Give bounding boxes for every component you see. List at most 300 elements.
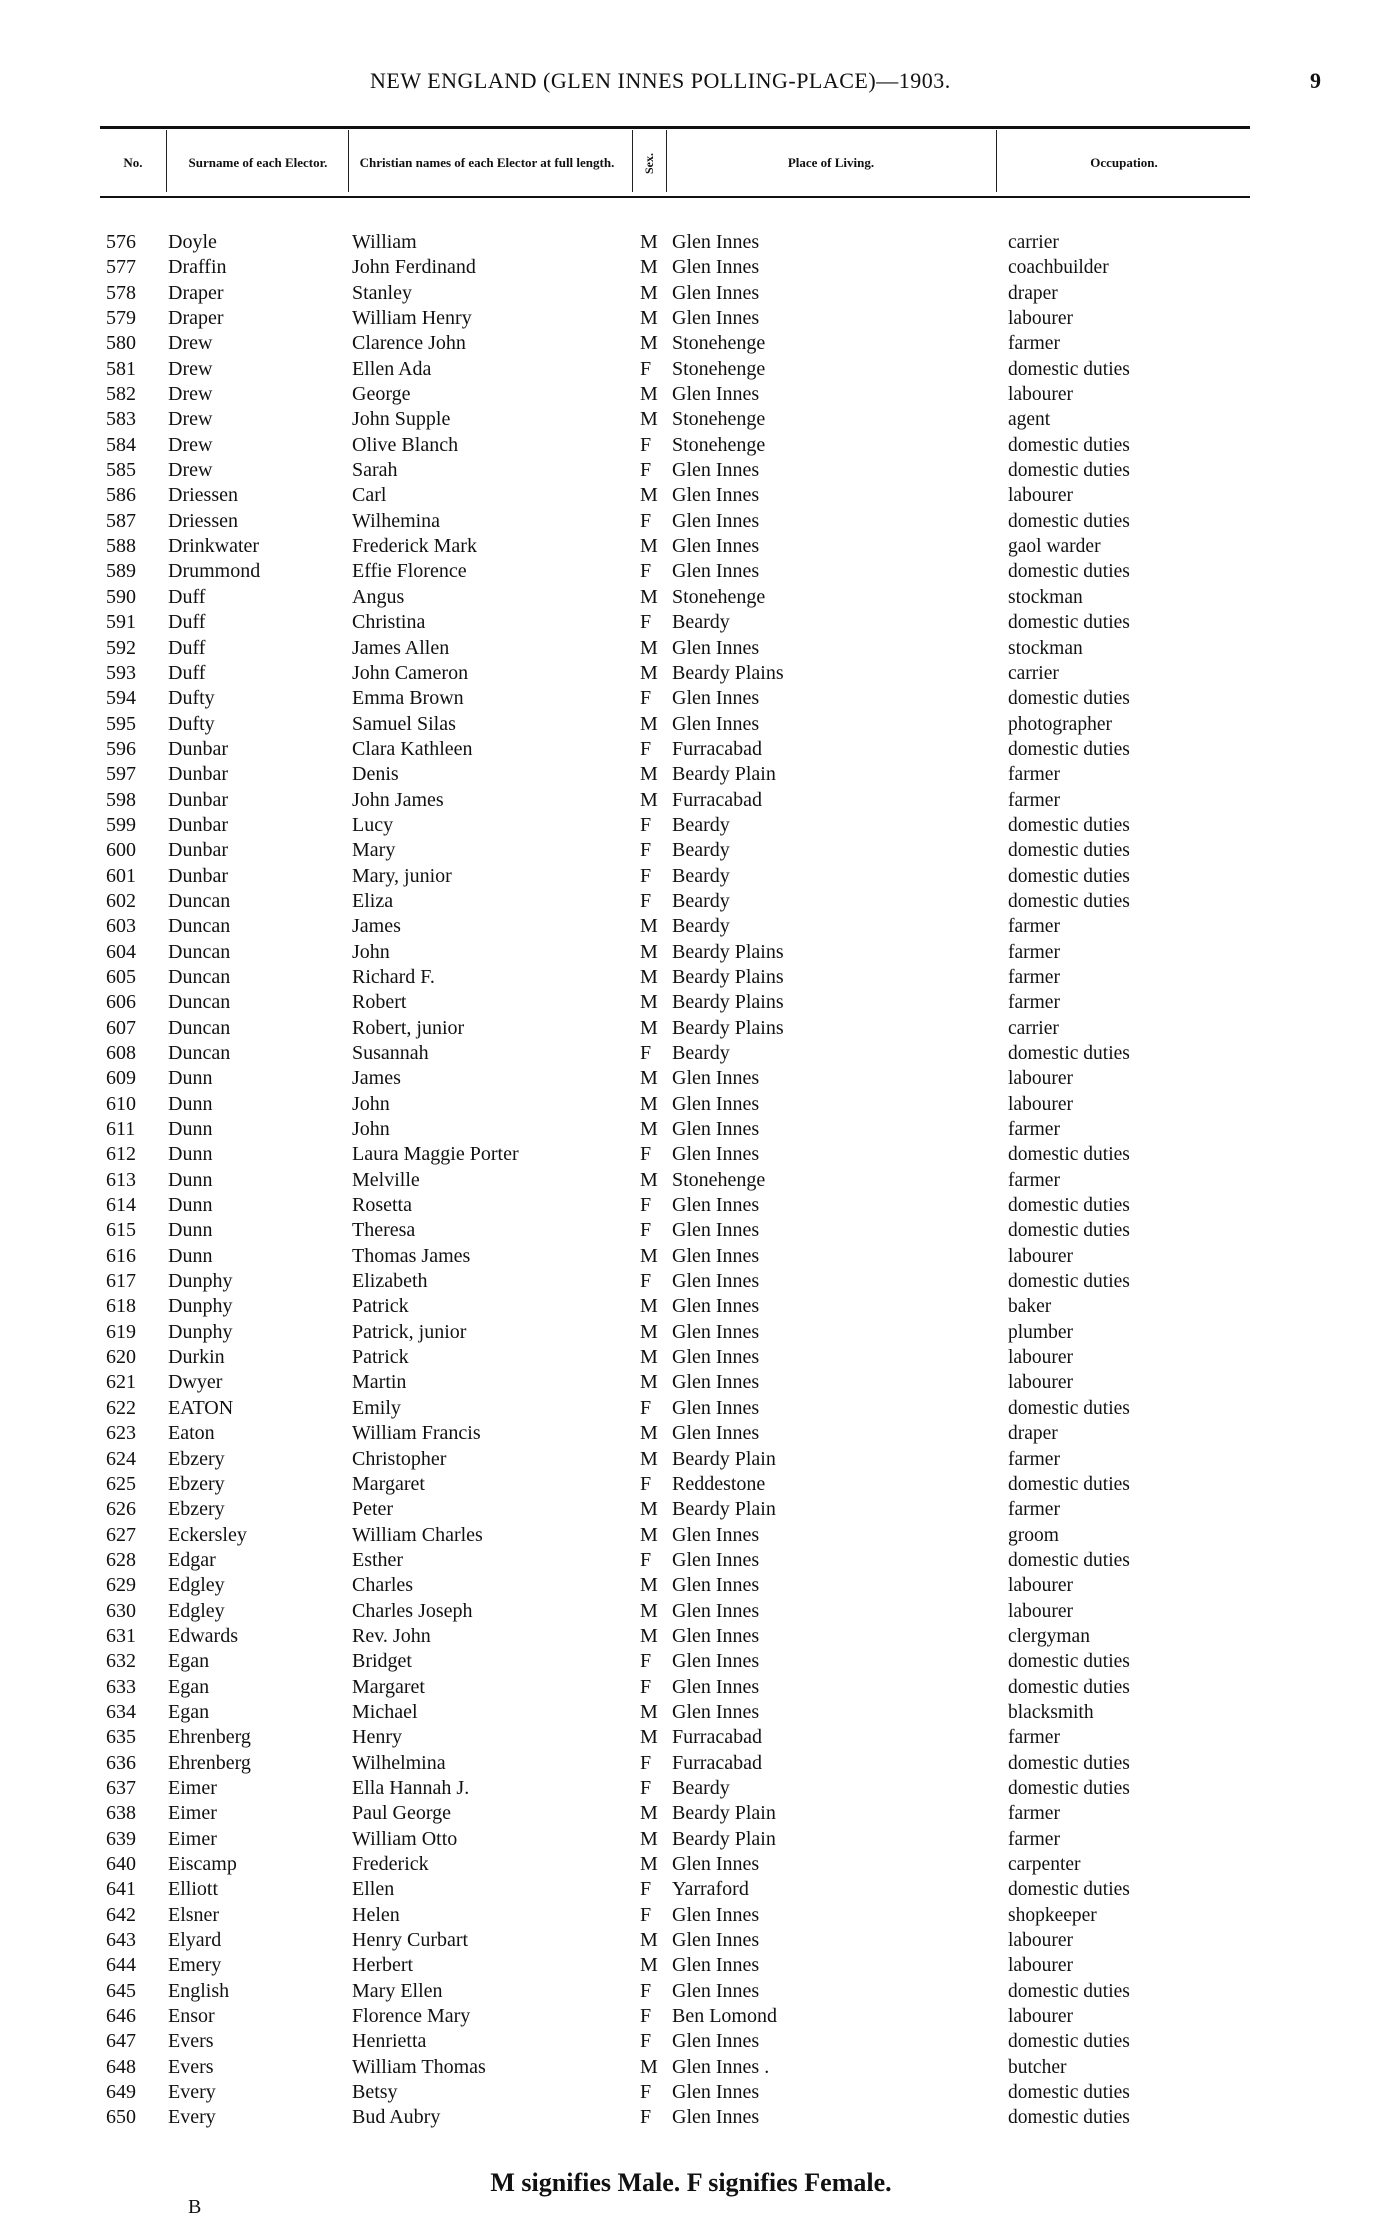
elector-surname: Driessen (168, 484, 238, 507)
elector-sex: M (640, 1346, 658, 1369)
elector-surname: Dunbar (168, 864, 228, 887)
elector-sex: F (640, 357, 652, 380)
elector-place: Glen Innes (672, 1675, 760, 1698)
elector-christian-names: Henrietta (352, 2030, 427, 2053)
table-row (0, 762, 1382, 787)
elector-sex: M (640, 1599, 658, 1622)
elector-occupation: farmer (1008, 966, 1060, 988)
elector-surname: Dunn (168, 1143, 213, 1166)
sex-legend (0, 2168, 1382, 2198)
elector-christian-names: John Supple (352, 408, 451, 431)
elector-sex: F (640, 2030, 652, 2053)
elector-christian-names: Carl (352, 484, 387, 507)
table-row (0, 1396, 1382, 1421)
elector-number: 622 (106, 1396, 136, 1419)
elector-christian-names: Florence Mary (352, 2005, 471, 2028)
elector-surname: Drew (168, 357, 213, 380)
elector-occupation: domestic duties (1008, 738, 1130, 760)
elector-place: Glen Innes (672, 383, 760, 406)
elector-place: Furracabad (672, 1726, 762, 1749)
table-row (0, 2055, 1382, 2080)
table-row (0, 1041, 1382, 1066)
elector-christian-names: Angus (352, 585, 405, 608)
elector-christian-names: Melville (352, 1168, 420, 1191)
table-row (0, 1877, 1382, 1902)
elector-sex: F (640, 687, 652, 710)
elector-occupation: labourer (1008, 2006, 1073, 2028)
elector-number: 581 (106, 357, 136, 380)
elector-christian-names: Richard F. (352, 965, 435, 988)
elector-place: Glen Innes (672, 1700, 760, 1723)
elector-place: Beardy Plain (672, 1802, 776, 1825)
elector-number: 579 (106, 307, 136, 330)
elector-occupation: labourer (1008, 485, 1073, 507)
elector-christian-names: Betsy (352, 2081, 398, 2104)
elector-place: Glen Innes (672, 2081, 760, 2104)
table-row (0, 712, 1382, 737)
elector-christian-names: Rev. John (352, 1624, 431, 1647)
elector-surname: Duncan (168, 889, 231, 912)
elector-number: 642 (106, 1903, 136, 1926)
elector-surname: Ehrenberg (168, 1726, 251, 1749)
table-row (0, 1345, 1382, 1370)
elector-place: Glen Innes (672, 1903, 760, 1926)
elector-surname: Evers (168, 2055, 214, 2078)
elector-surname: Draffin (168, 256, 227, 279)
table-row (0, 1269, 1382, 1294)
elector-occupation: domestic duties (1008, 1879, 1130, 1901)
elector-place: Glen Innes (672, 509, 760, 532)
elector-place: Stonehenge (672, 408, 766, 431)
elector-surname: Evers (168, 2030, 214, 2053)
elector-surname: Dunn (168, 1219, 213, 1242)
elector-occupation: domestic duties (1008, 358, 1130, 380)
elector-sex: M (640, 1168, 658, 1191)
elector-surname: Dunbar (168, 763, 228, 786)
table-row (0, 1016, 1382, 1041)
elector-surname: Drinkwater (168, 535, 260, 558)
elector-sex: F (640, 459, 652, 482)
elector-surname: Dunphy (168, 1320, 233, 1343)
elector-place: Furracabad (672, 1751, 762, 1774)
elector-place: Beardy (672, 839, 730, 862)
table-row (0, 965, 1382, 990)
elector-place: Glen Innes (672, 1219, 760, 1242)
elector-surname: Dunphy (168, 1270, 233, 1293)
elector-place: Beardy (672, 611, 730, 634)
elector-place: Beardy Plain (672, 1498, 776, 1521)
elector-place: Glen Innes (672, 1853, 760, 1875)
elector-sex: F (640, 2081, 652, 2104)
elector-sex: M (640, 940, 658, 963)
elector-number: 623 (106, 1422, 136, 1445)
elector-occupation: domestic duties (1008, 2107, 1130, 2129)
elector-occupation: baker (1008, 1296, 1052, 1318)
elector-christian-names: Samuel Silas (352, 712, 456, 735)
elector-number: 592 (106, 636, 136, 659)
elector-sex: M (640, 636, 658, 659)
elector-occupation: farmer (1008, 941, 1060, 963)
elector-surname: Drew (168, 459, 213, 482)
col-header-no: No. (123, 155, 143, 170)
elector-place: Beardy Plain (672, 763, 776, 786)
elector-occupation: domestic duties (1008, 1195, 1130, 1217)
elector-number: 589 (106, 560, 136, 583)
elector-number: 576 (106, 231, 136, 253)
elector-surname: Duncan (168, 940, 231, 963)
elector-number: 628 (106, 1548, 136, 1571)
table-row (0, 1548, 1382, 1573)
table-row (0, 940, 1382, 965)
elector-occupation: domestic duties (1008, 561, 1130, 583)
elector-surname: Dunbar (168, 788, 228, 811)
elector-surname: Elliott (168, 1878, 218, 1901)
sex-legend-text: M signifies Male. F signifies Female. (490, 2168, 892, 2197)
elector-occupation: domestic duties (1008, 688, 1130, 710)
elector-christian-names: Laura Maggie Porter (352, 1143, 519, 1166)
table-row (0, 1599, 1382, 1624)
elector-occupation: farmer (1008, 916, 1060, 938)
elector-place: Glen Innes . (672, 2055, 770, 2078)
elector-sex: M (640, 1954, 658, 1977)
elector-occupation: domestic duties (1008, 2031, 1130, 2053)
elector-number: 610 (106, 1092, 136, 1115)
table-row (0, 1218, 1382, 1243)
elector-place: Glen Innes (672, 2030, 760, 2053)
elector-number: 582 (106, 383, 136, 406)
elector-place: Glen Innes (672, 231, 760, 253)
elector-christian-names: Theresa (352, 1219, 416, 1242)
table-row (0, 1193, 1382, 1218)
elector-sex: M (640, 1295, 658, 1318)
elector-surname: Dwyer (168, 1371, 223, 1394)
elector-christian-names: Christina (352, 611, 426, 634)
table-row (0, 2029, 1382, 2054)
elector-christian-names: John (352, 1118, 390, 1141)
table-row (0, 1903, 1382, 1928)
elector-sex: M (640, 763, 658, 786)
elector-number: 646 (106, 2005, 136, 2028)
table-row (0, 636, 1382, 661)
elector-sex: M (640, 383, 658, 406)
table-row (0, 1953, 1382, 1978)
elector-place: Glen Innes (672, 1371, 760, 1394)
column-divider (996, 130, 997, 192)
elector-place: Stonehenge (672, 332, 766, 355)
elector-sex: M (640, 965, 658, 988)
elector-occupation: domestic duties (1008, 1397, 1130, 1419)
elector-place: Glen Innes (672, 1270, 760, 1293)
elector-number: 593 (106, 661, 136, 684)
elector-christian-names: James Allen (352, 636, 450, 659)
page-title: NEW ENGLAND (GLEN INNES POLLING-PLACE)—1903. (370, 68, 951, 93)
elector-christian-names: Robert (352, 991, 407, 1014)
elector-place: Beardy (672, 915, 730, 938)
elector-surname: Dufty (168, 687, 215, 710)
elector-surname: Every (168, 2106, 216, 2129)
elector-place: Glen Innes (672, 1295, 760, 1318)
elector-number: 594 (106, 687, 136, 710)
elector-occupation: farmer (1008, 1119, 1060, 1141)
elector-surname: Drew (168, 332, 213, 355)
table-row (0, 1523, 1382, 1548)
elector-surname: Egan (168, 1650, 210, 1673)
elector-sex: M (640, 788, 658, 811)
table-row (0, 1117, 1382, 1142)
elector-place: Beardy Plain (672, 1827, 776, 1850)
table-row (0, 306, 1382, 331)
elector-christian-names: Charles (352, 1574, 414, 1597)
elector-christian-names: Lucy (352, 813, 394, 836)
elector-christian-names: Henry (352, 1726, 402, 1749)
elector-place: Glen Innes (672, 459, 760, 482)
table-row (0, 331, 1382, 356)
elector-number: 618 (106, 1295, 136, 1318)
elector-place: Glen Innes (672, 1422, 760, 1445)
elector-occupation: domestic duties (1008, 1220, 1130, 1242)
elector-surname: Eckersley (168, 1523, 247, 1546)
elector-sex: F (640, 1751, 652, 1774)
elector-number: 639 (106, 1827, 136, 1850)
elector-number: 587 (106, 509, 136, 532)
elector-place: Beardy Plains (672, 991, 784, 1014)
elector-place: Beardy Plains (672, 1016, 784, 1039)
elector-christian-names: Elizabeth (352, 1270, 428, 1293)
elector-sex: F (640, 839, 652, 862)
elector-occupation: groom (1008, 1524, 1059, 1546)
elector-occupation: plumber (1008, 1321, 1073, 1343)
elector-number: 599 (106, 813, 136, 836)
electors-table (0, 230, 1382, 2131)
table-row (0, 1092, 1382, 1117)
elector-occupation: draper (1008, 282, 1058, 304)
elector-christian-names: Bridget (352, 1650, 412, 1673)
table-row (0, 407, 1382, 432)
elector-number: 590 (106, 585, 136, 608)
elector-surname: Duff (168, 661, 206, 684)
elector-surname: English (168, 1979, 230, 2002)
elector-christian-names: Paul George (352, 1802, 452, 1825)
elector-number: 620 (106, 1346, 136, 1369)
elector-place: Beardy (672, 1042, 730, 1064)
elector-number: 604 (106, 940, 136, 963)
col-header-surname: Surname of each Elector. (188, 155, 328, 170)
elector-surname: Driessen (168, 509, 238, 532)
header-rule-bottom (100, 196, 1250, 198)
table-row (0, 1370, 1382, 1395)
elector-place: Stonehenge (672, 433, 766, 456)
table-row (0, 838, 1382, 863)
elector-number: 595 (106, 712, 136, 735)
elector-surname: Eaton (168, 1422, 215, 1445)
elector-occupation: domestic duties (1008, 890, 1130, 912)
elector-surname: Dufty (168, 712, 215, 735)
elector-place: Beardy Plain (672, 1447, 776, 1470)
elector-surname: Dunbar (168, 737, 228, 760)
table-row (0, 889, 1382, 914)
elector-place: Glen Innes (672, 1548, 760, 1571)
elector-surname: Edwards (168, 1624, 238, 1647)
elector-place: Beardy Plains (672, 661, 784, 684)
elector-sex: F (640, 737, 652, 760)
elector-sex: M (640, 1802, 658, 1825)
elector-sex: M (640, 1574, 658, 1597)
elector-surname: Emery (168, 1954, 222, 1977)
elector-christian-names: Denis (352, 763, 399, 786)
elector-surname: Drew (168, 383, 213, 406)
elector-surname: Ehrenberg (168, 1751, 251, 1774)
elector-number: 644 (106, 1954, 136, 1977)
elector-christian-names: William Francis (352, 1422, 481, 1445)
elector-sex: M (640, 661, 658, 684)
elector-christian-names: William Henry (352, 307, 472, 330)
elector-occupation: domestic duties (1008, 612, 1130, 634)
elector-occupation: butcher (1008, 2056, 1067, 2078)
elector-surname: Dunbar (168, 839, 228, 862)
elector-occupation: domestic duties (1008, 1473, 1130, 1495)
elector-number: 624 (106, 1447, 136, 1470)
table-row (0, 433, 1382, 458)
elector-occupation: labourer (1008, 1068, 1073, 1090)
elector-sex: F (640, 1776, 652, 1799)
elector-place: Beardy (672, 889, 730, 912)
table-row (0, 1294, 1382, 1319)
elector-place: Beardy (672, 864, 730, 887)
elector-number: 641 (106, 1878, 136, 1901)
table-row (0, 255, 1382, 280)
table-row (0, 788, 1382, 813)
elector-christian-names: Patrick (352, 1295, 409, 1318)
elector-number: 614 (106, 1194, 136, 1217)
elector-surname: Eiscamp (168, 1853, 237, 1875)
elector-christian-names: John Ferdinand (352, 256, 476, 279)
elector-number: 607 (106, 1016, 136, 1039)
elector-place: Glen Innes (672, 712, 760, 735)
elector-number: 615 (106, 1219, 136, 1242)
elector-place: Glen Innes (672, 1320, 760, 1343)
elector-sex: M (640, 1320, 658, 1343)
elector-occupation: labourer (1008, 308, 1073, 330)
elector-christian-names: Stanley (352, 281, 412, 304)
elector-sex: F (640, 1194, 652, 1217)
elector-sex: F (640, 1472, 652, 1495)
elector-surname: Dunn (168, 1168, 213, 1191)
elector-occupation: farmer (1008, 1828, 1060, 1850)
elector-christian-names: Frederick (352, 1853, 429, 1875)
elector-christian-names: Thomas James (352, 1244, 471, 1267)
table-row (0, 813, 1382, 838)
elector-surname: Every (168, 2081, 216, 2104)
table-row (0, 509, 1382, 534)
elector-surname: Duncan (168, 1016, 231, 1039)
elector-occupation: carpenter (1008, 1854, 1081, 1875)
elector-christian-names: Mary Ellen (352, 1979, 443, 2002)
elector-surname: Dunn (168, 1118, 213, 1141)
elector-surname: Eimer (168, 1802, 217, 1825)
elector-place: Glen Innes (672, 535, 760, 558)
elector-sex: F (640, 1675, 652, 1698)
elector-surname: Duff (168, 585, 206, 608)
table-row (0, 661, 1382, 686)
elector-occupation: farmer (1008, 764, 1060, 786)
elector-christian-names: Sarah (352, 459, 398, 482)
elector-christian-names: Herbert (352, 1954, 414, 1977)
table-row (0, 559, 1382, 584)
elector-surname: EATON (168, 1396, 234, 1419)
elector-sex: M (640, 991, 658, 1014)
table-row (0, 737, 1382, 762)
elector-sex: F (640, 1548, 652, 1571)
elector-place: Glen Innes (672, 256, 760, 279)
elector-occupation: gaol warder (1008, 536, 1101, 558)
elector-occupation: labourer (1008, 1093, 1073, 1115)
table-row (0, 1142, 1382, 1167)
table-row (0, 1852, 1382, 1877)
table-row (0, 1320, 1382, 1345)
elector-occupation: farmer (1008, 992, 1060, 1014)
table-row (0, 1421, 1382, 1446)
elector-number: 601 (106, 864, 136, 887)
elector-number: 635 (106, 1726, 136, 1749)
header-rule-top (100, 126, 1250, 129)
elector-surname: Dunn (168, 1244, 213, 1267)
elector-sex: M (640, 281, 658, 304)
elector-christian-names: Patrick (352, 1346, 409, 1369)
elector-number: 633 (106, 1675, 136, 1698)
elector-place: Glen Innes (672, 1346, 760, 1369)
elector-number: 643 (106, 1929, 136, 1952)
page-number: 9 (1310, 68, 1321, 93)
elector-place: Beardy (672, 1776, 730, 1799)
elector-number: 597 (106, 763, 136, 786)
elector-occupation: labourer (1008, 1245, 1073, 1267)
elector-place: Glen Innes (672, 307, 760, 330)
table-row (0, 1675, 1382, 1700)
elector-number: 577 (106, 256, 136, 279)
elector-surname: Elsner (168, 1903, 220, 1926)
elector-place: Ben Lomond (672, 2005, 777, 2028)
elector-occupation: photographer (1008, 713, 1112, 735)
elector-place: Reddestone (672, 1472, 766, 1495)
elector-sex: F (640, 864, 652, 887)
elector-sex: F (640, 813, 652, 836)
elector-christian-names: Mary, junior (352, 864, 452, 887)
elector-sex: F (640, 433, 652, 456)
elector-occupation: domestic duties (1008, 1980, 1130, 2002)
table-row (0, 458, 1382, 483)
elector-number: 605 (106, 965, 136, 988)
elector-occupation: domestic duties (1008, 1271, 1130, 1293)
elector-place: Glen Innes (672, 1599, 760, 1622)
elector-number: 606 (106, 991, 136, 1014)
elector-number: 598 (106, 788, 136, 811)
elector-surname: Eimer (168, 1827, 217, 1850)
page-header (0, 68, 1382, 98)
elector-number: 578 (106, 281, 136, 304)
elector-place: Glen Innes (672, 1067, 760, 1090)
elector-surname: Dunn (168, 1092, 213, 1115)
elector-sex: M (640, 915, 658, 938)
elector-christian-names: Margaret (352, 1472, 425, 1495)
elector-surname: Ebzery (168, 1472, 225, 1495)
elector-occupation: domestic duties (1008, 1144, 1130, 1166)
elector-number: 645 (106, 1979, 136, 2002)
elector-surname: Duncan (168, 1042, 231, 1064)
elector-sex: M (640, 1447, 658, 1470)
elector-place: Beardy (672, 813, 730, 836)
table-row (0, 864, 1382, 889)
elector-occupation: domestic duties (1008, 814, 1130, 836)
